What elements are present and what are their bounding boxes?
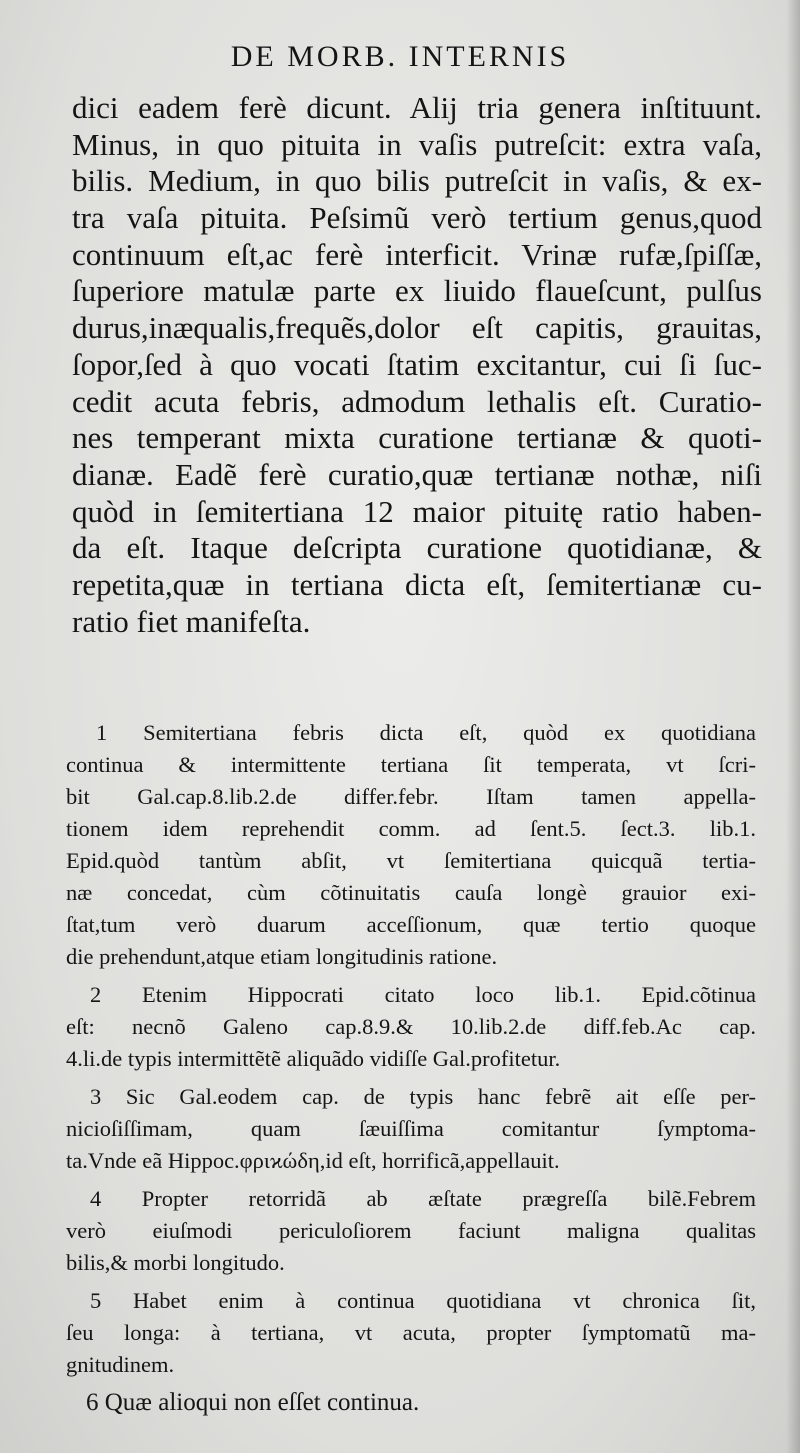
main-text-line: da eſt. Itaque deſcripta curatione quotidianæ, & bbox=[72, 530, 762, 566]
annotation-line: 1 Semitertiana febris dicta eſt, quòd ex quotidiana bbox=[96, 720, 756, 745]
main-text-line: dianæ. Eadẽ ferè curatio,quæ tertianæ nothæ, niſi bbox=[72, 456, 762, 492]
main-text-line: bilis. Medium, in quo bilis putreſcit in vaſis, & ex- bbox=[72, 163, 762, 199]
annotation-line: verò eiuſmodi periculoſiorem faciunt maligna qualitas bbox=[66, 1218, 756, 1243]
annotation-line: gnitudinem. bbox=[66, 1352, 175, 1377]
main-text-line: Minus, in quo pituita in vaſis putreſcit: extra vaſa, bbox=[72, 126, 762, 162]
annotation-line: Epid.quòd tantùm abſit, vt ſemitertiana quicquã tertia- bbox=[66, 848, 756, 873]
annotation-3 bbox=[66, 1081, 756, 1177]
annotation-line: ſeu longa: à tertiana, vt acuta, propter ſymptomatũ ma- bbox=[66, 1320, 756, 1345]
main-text-line: cedit acuta febris, admodum lethalis eſt. Curatio- bbox=[72, 383, 762, 419]
annotation-line: continua & intermittente tertiana ſit temperata, vt ſcri- bbox=[66, 752, 756, 777]
annotation-2 bbox=[66, 979, 756, 1075]
main-text-line: quòd in ſemitertiana 12 maior pituitę ratio haben- bbox=[72, 493, 762, 529]
annotation-4 bbox=[66, 1183, 756, 1279]
annotation-line: 4 Propter retorridã ab æſtate prægreſſa bilẽ.Febrem bbox=[90, 1186, 756, 1211]
annotation-5 bbox=[66, 1285, 756, 1381]
annotation-line: 4.li.de typis intermittẽtẽ aliquãdo vidiſſe Gal.profitetur. bbox=[66, 1046, 561, 1071]
main-text-line: repetita,quæ in tertiana dicta eſt, ſemitertianæ cu- bbox=[72, 566, 762, 602]
annotation-line: bilis,& morbi longitudo. bbox=[66, 1250, 285, 1275]
annotations-block bbox=[66, 717, 756, 1419]
annotation-line: 3 Sic Gal.eodem cap. de typis hanc febrẽ ait eſſe per- bbox=[90, 1084, 756, 1109]
main-text-line: nes temperant mixta curatione tertianæ & quoti- bbox=[72, 420, 762, 456]
main-text-block bbox=[72, 90, 762, 640]
running-head: DE MORB. INTERNIS bbox=[230, 40, 570, 73]
annotation-line: tionem idem reprehendit comm. ad ſent.5. ſect.3. lib.1. bbox=[66, 816, 756, 841]
page-edge-shadow bbox=[786, 0, 800, 1453]
main-text-line: ratio fiet manifeſta. bbox=[72, 603, 311, 639]
main-text-line: ſuperiore matulæ parte ex liuido flaueſcunt, pulſus bbox=[72, 273, 762, 309]
annotation-6 bbox=[66, 1387, 756, 1419]
main-text-line: tra vaſa pituita. Peſsimũ verò tertium genus,quod bbox=[72, 200, 762, 236]
annotation-1 bbox=[66, 717, 756, 973]
annotation-line: 2 Etenim Hippocrati citato loco lib.1. Epid.cõtinua bbox=[90, 982, 756, 1007]
annotation-line: nicioſiſſimam, quam ſæuiſſima comitantur ſymptoma- bbox=[66, 1116, 756, 1141]
main-text-line: durus,inæqualis,frequẽs,dolor eſt capitis, grauitas, bbox=[72, 310, 762, 346]
annotation-line: 6 Quæ alioqui non eſſet continua. bbox=[86, 1389, 420, 1416]
main-text-line: continuum eſt,ac ferè interficit. Vrinæ rufæ,ſpiſſæ, bbox=[72, 236, 762, 272]
main-text-line: ſopor,ſed à quo vocati ſtatim excitantur, cui ſi ſuc- bbox=[72, 346, 762, 382]
annotation-line: ta.Vnde eã Hippoc.φριϰώδη,id eſt, horrificã,appellauit. bbox=[66, 1148, 560, 1173]
annotation-line: bit Gal.cap.8.lib.2.de differ.febr. Iſtam tamen appella- bbox=[66, 784, 756, 809]
main-text-line: dici eadem ferè dicunt. Alij tria genera inſtituunt. bbox=[72, 90, 762, 125]
annotation-line: die prehendunt,atque etiam longitudinis ratione. bbox=[66, 944, 498, 969]
annotation-line: næ concedat, cùm cõtinuitatis cauſa longè grauior exi- bbox=[66, 880, 756, 905]
annotation-line: 5 Habet enim à continua quotidiana vt chronica ſit, bbox=[90, 1288, 756, 1313]
annotation-line: eſt: necnõ Galeno cap.8.9.& 10.lib.2.de diff.feb.Ac cap. bbox=[66, 1014, 756, 1039]
annotation-line: ſtat,tum verò duarum acceſſionum, quæ tertio quoque bbox=[66, 912, 756, 937]
